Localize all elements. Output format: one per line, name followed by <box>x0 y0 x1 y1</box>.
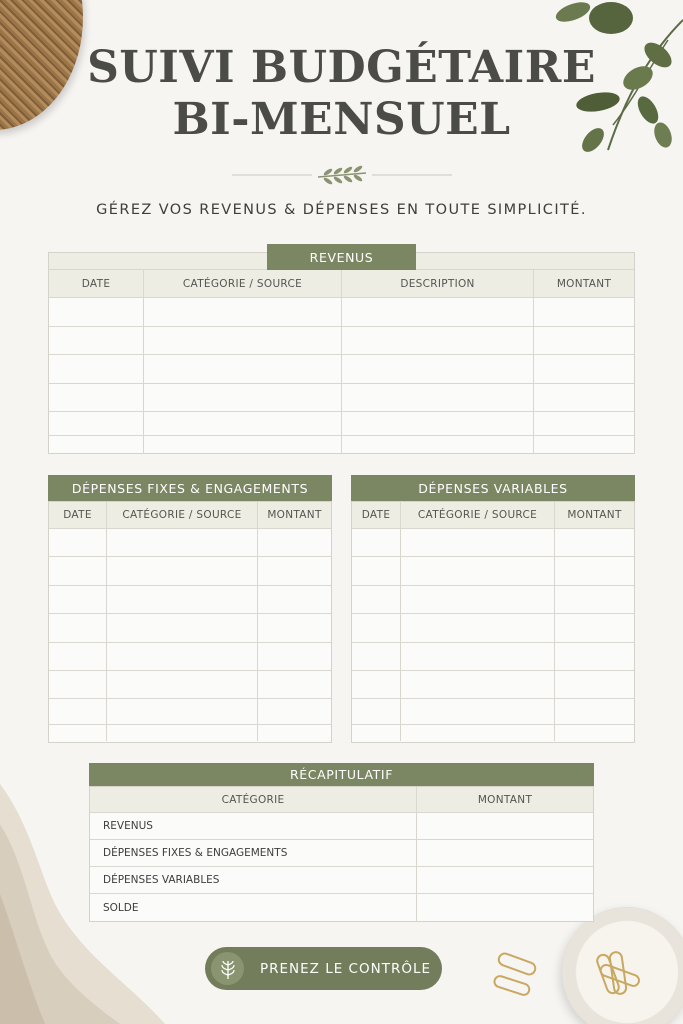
column-header: DESCRIPTION <box>342 270 534 297</box>
column-header: DATE <box>352 502 401 528</box>
depenses-fixes-table <box>48 501 332 743</box>
column-header: CATÉGORIE / SOURCE <box>107 502 258 528</box>
column-header: MONTANT <box>267 509 322 521</box>
table-body <box>49 298 634 454</box>
title-line-1: SUIVI BUDGÉTAIRE <box>87 42 596 93</box>
table-row[interactable] <box>49 355 634 384</box>
table-header-row <box>49 502 331 529</box>
table-row[interactable] <box>352 529 634 557</box>
take-control-button[interactable] <box>205 947 442 990</box>
table-header-row <box>49 270 634 298</box>
summary-label: REVENUS <box>90 813 417 839</box>
table-row[interactable] <box>49 412 634 436</box>
page-title <box>0 42 683 146</box>
table-row[interactable] <box>49 614 331 642</box>
table-row[interactable] <box>49 557 331 585</box>
table-row[interactable] <box>352 643 634 671</box>
leaf-icon <box>211 952 244 985</box>
summary-label: DÉPENSES FIXES & ENGAGEMENTS <box>90 840 417 866</box>
table-row[interactable] <box>352 699 634 725</box>
table-row[interactable] <box>90 813 593 840</box>
summary-label: DÉPENSES VARIABLES <box>90 867 417 893</box>
column-header: CATÉGORIE <box>90 787 417 812</box>
revenus-title: REVENUS <box>267 244 416 270</box>
column-header: CATÉGORIE / SOURCE <box>144 270 342 297</box>
depenses-fixes-title: DÉPENSES FIXES & ENGAGEMENTS <box>48 475 332 501</box>
column-header: DATE <box>49 502 107 528</box>
table-row[interactable] <box>49 327 634 356</box>
table-header-row <box>90 787 593 813</box>
table-row[interactable] <box>352 671 634 699</box>
table-body <box>49 529 331 741</box>
depenses-variables-title: DÉPENSES VARIABLES <box>351 475 635 501</box>
table-row[interactable] <box>90 894 593 921</box>
summary-amount-cell[interactable] <box>417 840 593 866</box>
table-row[interactable] <box>90 840 593 867</box>
table-row[interactable] <box>49 436 634 454</box>
column-header: MONTANT <box>567 509 622 521</box>
table-row[interactable] <box>49 384 634 413</box>
column-header: MONTANT <box>477 793 533 806</box>
table-row[interactable] <box>90 867 593 894</box>
table-row[interactable] <box>352 586 634 614</box>
revenus-table <box>48 252 635 454</box>
recapitulatif-title: RÉCAPITULATIF <box>89 763 594 786</box>
recapitulatif-table <box>89 786 594 922</box>
table-row[interactable] <box>49 529 331 557</box>
depenses-variables-table <box>351 501 635 743</box>
table-row[interactable] <box>49 699 331 725</box>
take-control-label: PRENEZ LE CONTRÔLE <box>260 960 432 977</box>
table-row[interactable] <box>352 614 634 642</box>
table-row[interactable] <box>49 586 331 614</box>
summary-amount-cell[interactable] <box>417 813 593 839</box>
page-subtitle: GÉREZ VOS REVENUS & DÉPENSES EN TOUTE SIMPLICITÉ. <box>96 202 587 218</box>
column-header: CATÉGORIE / SOURCE <box>401 502 555 528</box>
table-row[interactable] <box>352 557 634 585</box>
column-header: MONTANT <box>556 277 612 290</box>
paperclip-icon <box>490 948 650 1008</box>
table-row[interactable] <box>49 671 331 699</box>
table-row[interactable] <box>352 725 634 741</box>
title-line-2: BI-MENSUEL <box>172 94 511 145</box>
column-header: DATE <box>49 270 144 297</box>
summary-label: SOLDE <box>90 894 417 921</box>
table-header-row <box>352 502 634 529</box>
table-row[interactable] <box>49 725 331 741</box>
table-body <box>352 529 634 741</box>
table-row[interactable] <box>49 298 634 327</box>
table-row[interactable] <box>49 643 331 671</box>
leaf-divider-icon <box>232 165 452 185</box>
summary-amount-cell[interactable] <box>417 867 593 893</box>
summary-amount-cell[interactable] <box>417 894 593 921</box>
